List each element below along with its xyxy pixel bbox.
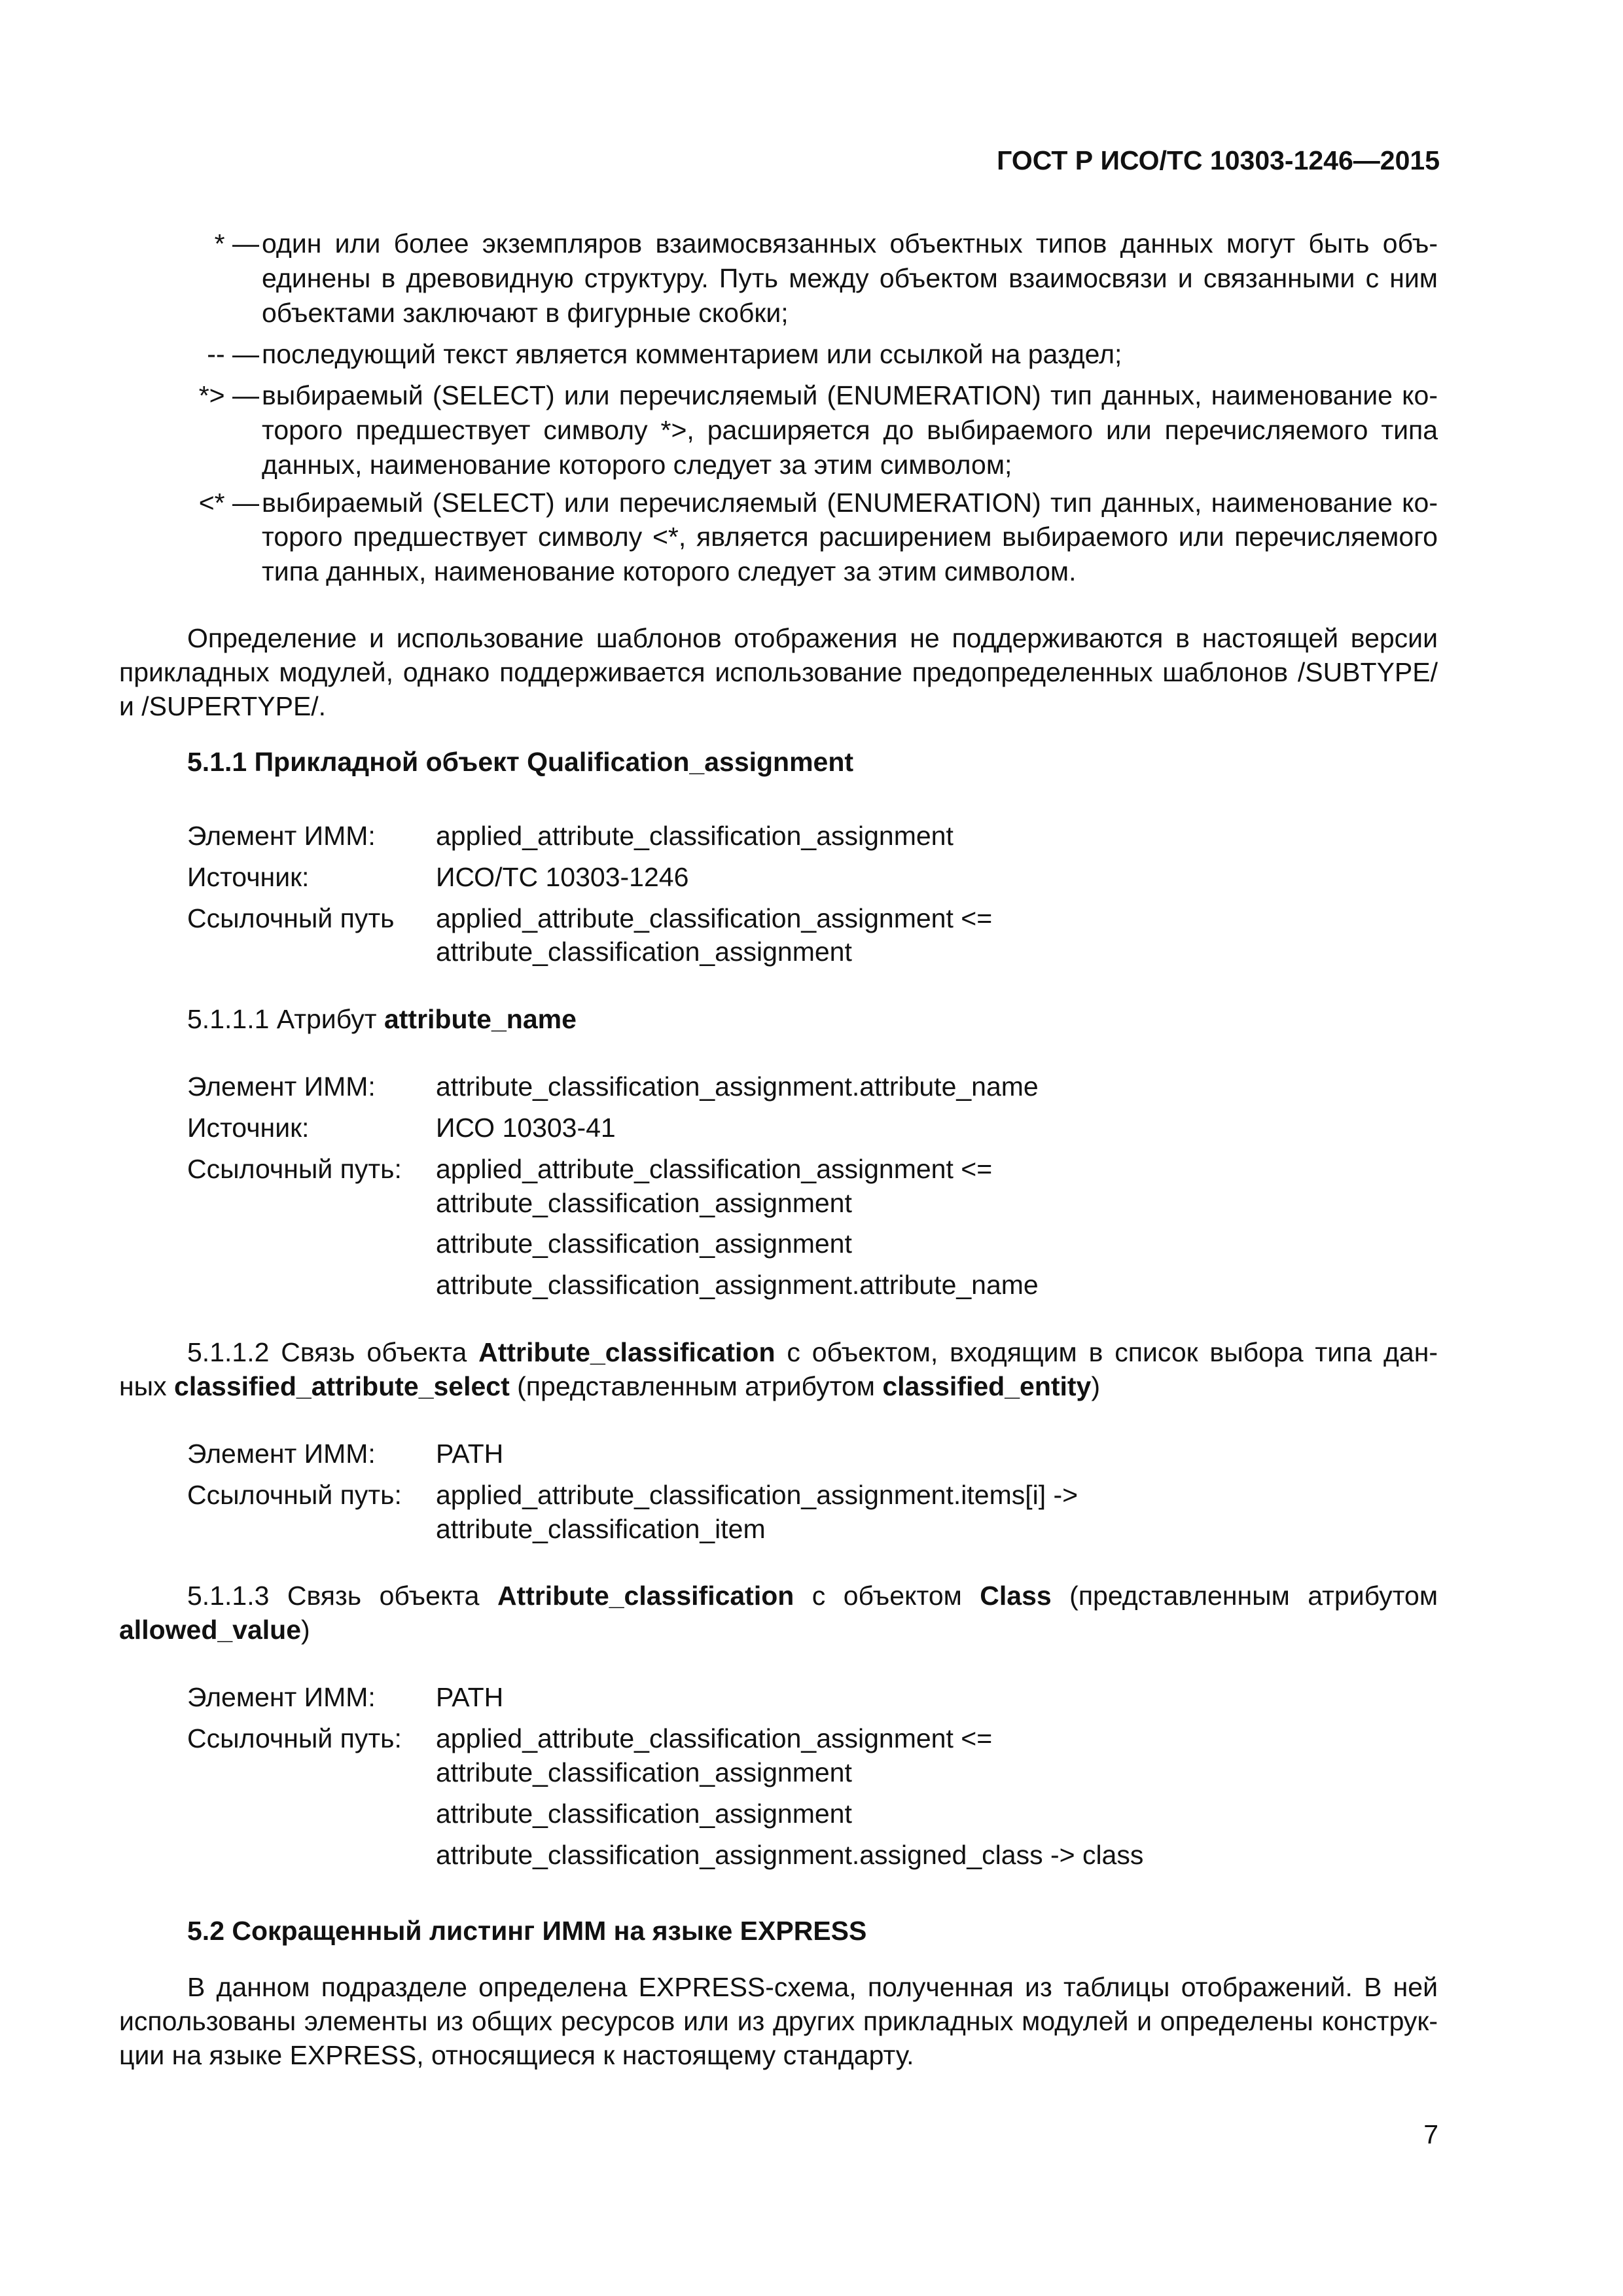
legend-text-line: выбираемый (SELECT) или перечисляемый (ENUMERATION) тип данных, наименование ко- [262,380,1438,410]
mapping-label: Ссылочный путь [187,903,395,933]
document-header: ГОСТ Р ИСО/ТС 10303-1246—2015 [997,145,1440,175]
section-heading-5-1-1-1 [187,1006,577,1033]
heading-bold-text: attribute_name [383,1004,577,1034]
heading-text: 5.1.1.2 Связь объекта [187,1337,479,1367]
mapping-label: Источник: [187,862,310,892]
heading-text: ных [119,1371,175,1401]
legend-text-line: последующий текст является комментарием или ссылкой на раздел; [262,339,1122,369]
mapping-value: attribute_classification_assignment.attribute_name [436,1270,1039,1300]
mapping-value: attribute_classification_assignment [436,1188,852,1218]
heading-bold-text: Attribute_classification [478,1337,776,1367]
paragraph-line: В данном подразделе определена EXPRESS-схема, полученная из таблицы отображений. В ней [187,1972,1438,2002]
heading-text: (представленным атрибутом [1051,1581,1438,1611]
legend-symbol: <* — [198,488,259,518]
heading-bold-text: Class [980,1581,1052,1611]
mapping-value: attribute_classification_assignment.attribute_name [436,1071,1039,1102]
mapping-value: attribute_classification_assignment [436,1757,852,1787]
mapping-value: applied_attribute_classification_assignment [436,821,954,851]
mapping-label: Элемент ИММ: [187,1682,376,1712]
legend-text-line: выбираемый (SELECT) или перечисляемый (ENUMERATION) тип данных, наименование ко- [262,488,1438,518]
mapping-value: applied_attribute_classification_assignment <= [436,1154,993,1184]
mapping-value: ИСО 10303-41 [436,1113,616,1143]
heading-text: 5.1.1.1 Атрибут [187,1004,384,1034]
heading-text: (представленным атрибутом [509,1371,883,1401]
heading-bold-text: allowed_value [119,1615,302,1645]
mapping-value: attribute_classification_assignment [436,1229,852,1259]
legend-text-line: единены в древовидную структуру. Путь между объектом взаимосвязи и связанными с ним [262,263,1438,293]
legend-text-line: торого предшествует символу *>, расширяется до выбираемого или перечисляемого типа [262,415,1438,445]
legend-text-line: один или более экземпляров взаимосвязанных объектных типов данных могут быть объ- [262,228,1438,259]
heading-text: ) [1091,1371,1101,1401]
legend-text-line: данных, наименование которого следует за этим символом; [262,450,1012,480]
mapping-value: attribute_classification_assignment [436,1799,852,1829]
mapping-value: ИСО/ТС 10303-1246 [436,862,689,892]
mapping-label: Ссылочный путь: [187,1723,402,1753]
mapping-label: Элемент ИММ: [187,1439,376,1469]
mapping-value: attribute_classification_item [436,1514,766,1544]
legend-symbol: * — [214,228,259,259]
heading-bold-text: Attribute_classification [497,1581,794,1611]
heading-text: ) [301,1615,310,1645]
paragraph-line: Определение и использование шаблонов отображения не поддерживаются в настоящей версии [187,623,1438,653]
paragraph-line: ции на языке EXPRESS, относящиеся к настоящему стандарту. [119,2040,914,2070]
mapping-label: Ссылочный путь: [187,1480,402,1510]
section-heading-5-1-1-2 [187,1339,1438,1366]
mapping-value: applied_attribute_classification_assignment <= [436,903,993,933]
paragraph-line: и /SUPERTYPE/. [119,691,327,721]
legend-symbol: *> — [198,380,259,410]
mapping-label: Элемент ИММ: [187,821,376,851]
mapping-value: PATH [436,1682,504,1712]
legend-text-line: торого предшествует символу <*, является расширением выбираемого или перечисляемого [262,522,1438,552]
mapping-value: PATH [436,1439,504,1469]
paragraph-line: прикладных модулей, однако поддерживается использование предопределенных шаблонов /SUBTYPE/ [119,657,1438,687]
heading-text: 5.1.1.3 Связь объекта [187,1581,497,1611]
mapping-label: Ссылочный путь: [187,1154,402,1184]
page-number: 7 [1423,2119,1438,2149]
mapping-label: Элемент ИММ: [187,1071,376,1102]
section-heading-5-1-1-2-cont [119,1373,1100,1400]
mapping-value: attribute_classification_assignment [436,937,852,967]
mapping-value: applied_attribute_classification_assignment.items[i] -> [436,1480,1079,1510]
heading-text: с объектом, входящим в список выбора типа дан- [775,1337,1438,1367]
section-heading-5-1-1-3-cont [119,1617,310,1643]
legend-text-line: типа данных, наименование которого следует за этим символом. [262,556,1077,586]
mapping-value: attribute_classification_assignment.assigned_class -> class [436,1840,1144,1870]
section-heading-5-2: 5.2 Сокращенный листинг ИММ на языке EXPRESS [187,1916,867,1946]
mapping-value: applied_attribute_classification_assignment <= [436,1723,993,1753]
section-heading-5-1-1: 5.1.1 Прикладной объект Qualification_assignment [187,747,854,777]
paragraph-line: использованы элементы из общих ресурсов или из других прикладных модулей и определены конструк- [119,2006,1438,2036]
legend-symbol: -- — [207,339,259,369]
mapping-label: Источник: [187,1113,310,1143]
legend-text-line: объектами заключают в фигурные скобки; [262,298,789,328]
heading-text: с объектом [794,1581,980,1611]
heading-bold-text: classified_entity [882,1371,1092,1401]
heading-bold-text: classified_attribute_select [174,1371,510,1401]
section-heading-5-1-1-3 [187,1583,1438,1609]
